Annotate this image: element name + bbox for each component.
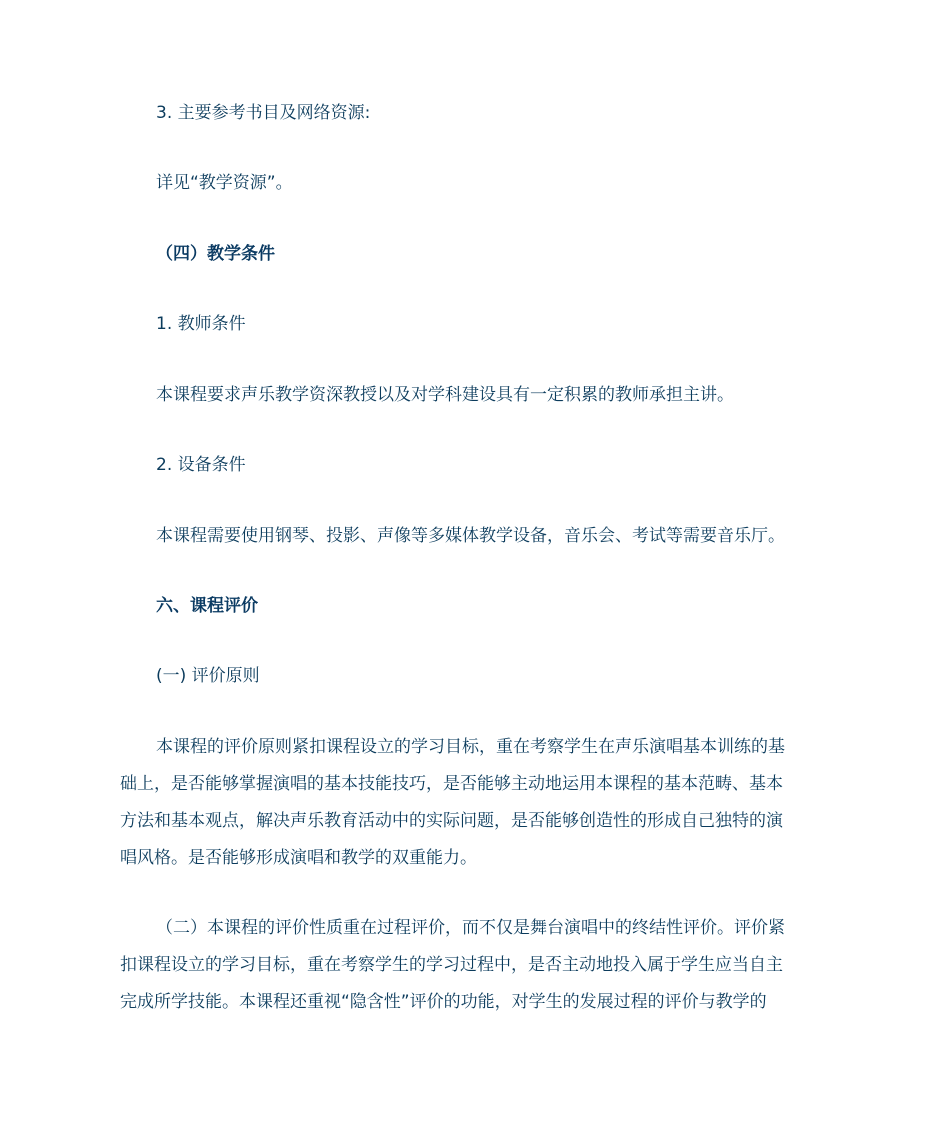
paragraph-line: 唱风格。是否能够形成演唱和教学的双重能力。 [120,848,477,868]
paragraph-line: 础上，是否能够掌握演唱的基本技能技巧，是否能够主动地运用本课程的基本范畴、基本 [120,774,783,794]
equipment-conditions-title: 2. 设备条件 [156,455,246,475]
paragraph-line: 完成所学技能。本课程还重视“隐含性”评价的功能，对学生的发展过程的评价与教学的 [120,992,767,1012]
evaluation-principle-title: (一) 评价原则 [156,666,260,686]
course-evaluation-heading: 六、课程评价 [156,596,258,616]
paragraph-line: 方法和基本观点，解决声乐教育活动中的实际问题，是否能够创造性的形成自己独特的演 [120,811,783,831]
teaching-conditions-heading: （四）教学条件 [156,244,275,264]
equipment-conditions-body: 本课程需要使用钢琴、投影、声像等多媒体教学设备，音乐会、考试等需要音乐厅。 [156,526,785,546]
paragraph-line: 本课程的评价原则紧扣课程设立的学习目标，重在考察学生在声乐演唱基本训练的基 [156,737,785,757]
reference-section-title: 3. 主要参考书目及网络资源: [156,103,371,123]
teacher-conditions-title: 1. 教师条件 [156,314,246,334]
paragraph-line: 扣课程设立的学习目标，重在考察学生的学习过程中，是否主动地投入属于学生应当自主 [120,955,783,975]
teacher-conditions-body: 本课程要求声乐教学资深教授以及对学科建设具有一定积累的教师承担主讲。 [156,385,734,405]
reference-section-body: 详见“教学资源”。 [156,173,293,193]
paragraph-line: （二）本课程的评价性质重在过程评价，而不仅是舞台演唱中的终结性评价。评价紧 [156,918,785,938]
